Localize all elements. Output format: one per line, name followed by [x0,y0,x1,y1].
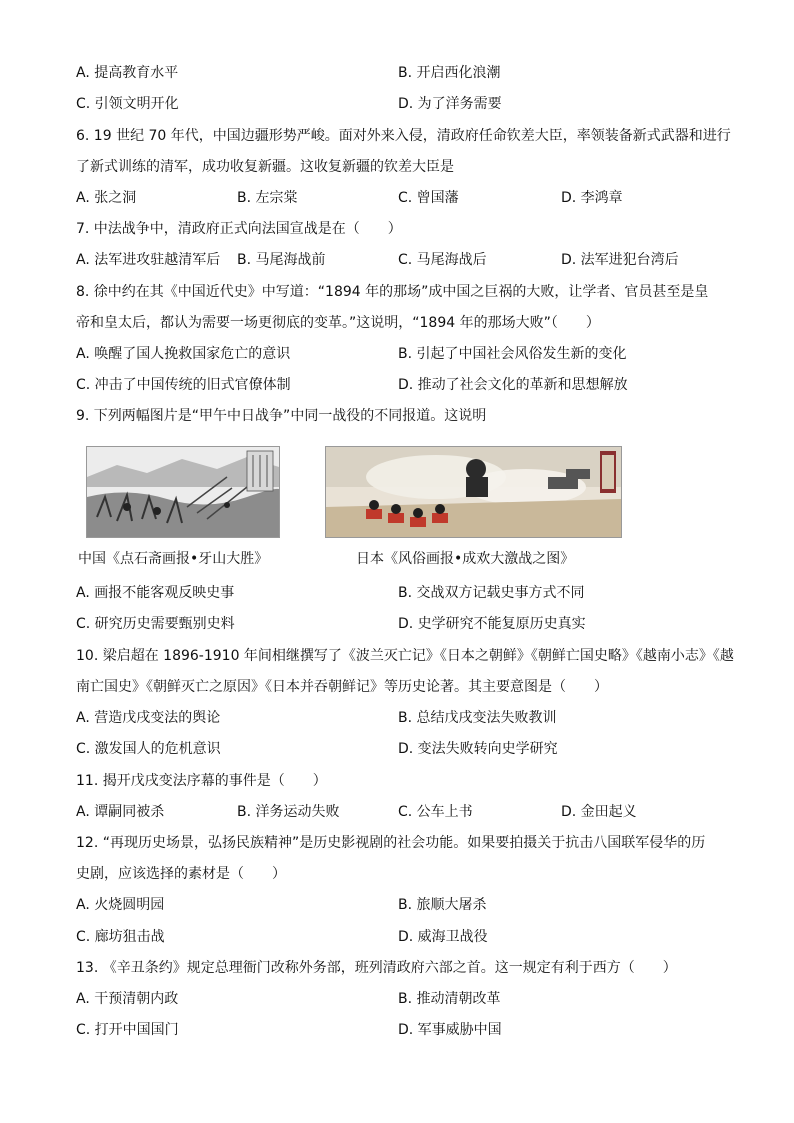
q8-stem-line1: 8. 徐中约在其《中国近代史》中写道：“1894 年的那场”成中国之巨祸的大败，让学者、官员甚至是皇 [76,284,709,300]
q8-option-c[interactable]: C. 冲击了中国传统的旧式官僚体制 [76,377,291,393]
q13-option-b[interactable]: B. 推动清朝改革 [398,991,501,1007]
q5-option-b[interactable]: B. 开启西化浪潮 [398,65,501,81]
q6-option-d[interactable]: D. 李鸿章 [561,190,623,206]
q13-option-a[interactable]: A. 干预清朝内政 [76,991,179,1007]
q6-option-a[interactable]: A. 张之洞 [76,190,137,206]
q8-stem-line2: 帝和皇太后，都认为需要一场更彻底的变革。”这说明，“1894 年的那场大败”（ ） [76,315,600,331]
q9-caption-right: 日本《风俗画报•成欢大激战之图》 [356,551,575,567]
q11-option-a[interactable]: A. 谭嗣同被杀 [76,804,165,820]
q13-option-d[interactable]: D. 军事威胁中国 [398,1022,502,1038]
q9-option-a[interactable]: A. 画报不能客观反映史事 [76,585,235,601]
q12-option-b[interactable]: B. 旅顺大屠杀 [398,897,487,913]
q5-option-a[interactable]: A. 提高教育水平 [76,65,179,81]
q13-stem: 13. 《辛丑条约》规定总理衙门改称外务部，班列清政府六部之首。这一规定有利于西方（ ） [76,960,677,976]
q7-option-d[interactable]: D. 法军进犯台湾后 [561,252,679,268]
q12-option-c[interactable]: C. 廊坊狙击战 [76,929,165,945]
q7-option-a[interactable]: A. 法军进攻驻越清军后 [76,252,221,268]
q6-option-b[interactable]: B. 左宗棠 [237,190,298,206]
q9-option-c[interactable]: C. 研究历史需要甄别史料 [76,616,235,632]
q6-option-c[interactable]: C. 曾国藩 [398,190,459,206]
q7-stem: 7. 中法战争中，清政府正式向法国宣战是在（ ） [76,221,402,237]
q10-option-c[interactable]: C. 激发国人的危机意识 [76,741,221,757]
q8-option-b[interactable]: B. 引起了中国社会风俗发生新的变化 [398,346,627,362]
q5-option-c[interactable]: C. 引领文明开化 [76,96,179,112]
q10-option-b[interactable]: B. 总结戊戌变法失败教训 [398,710,557,726]
q12-option-a[interactable]: A. 火烧圆明园 [76,897,165,913]
q8-option-a[interactable]: A. 唤醒了国人挽救国家危亡的意识 [76,346,291,362]
q11-option-c[interactable]: C. 公车上书 [398,804,473,820]
q9-option-d[interactable]: D. 史学研究不能复原历史真实 [398,616,586,632]
q7-option-b[interactable]: B. 马尾海战前 [237,252,326,268]
q6-stem-line1: 6. 19 世纪 70 年代，中国边疆形势严峻。面对外来入侵，清政府任命钦差大臣，率领装备新式武器和进行 [76,128,731,144]
q10-stem-line1: 10. 梁启超在 1896-1910 年间相继撰写了《波兰灭亡记》《日本之朝鲜》《朝鲜亡国史略》《越南小志》《越 [76,648,734,664]
q9-option-b[interactable]: B. 交战双方记载史事方式不同 [398,585,585,601]
q7-option-c[interactable]: C. 马尾海战后 [398,252,487,268]
q11-option-d[interactable]: D. 金田起义 [561,804,637,820]
q9-image-japan-pictorial [325,446,622,538]
q9-stem: 9. 下列两幅图片是“甲午中日战争”中同一战役的不同报道。这说明 [76,408,487,424]
q12-option-d[interactable]: D. 威海卫战役 [398,929,488,945]
q9-image-china-pictorial [86,446,280,538]
q8-option-d[interactable]: D. 推动了社会文化的革新和思想解放 [398,377,628,393]
q10-stem-line2: 南亡国史》《朝鲜灭亡之原因》《日本并吞朝鲜记》等历史论著。其主要意图是（ ） [76,679,608,695]
q11-option-b[interactable]: B. 洋务运动失败 [237,804,340,820]
q10-option-a[interactable]: A. 营造戊戌变法的舆论 [76,710,221,726]
q12-stem-line1: 12. “再现历史场景，弘扬民族精神”是历史影视剧的社会功能。如果要拍摄关于抗击八国联军侵华的历 [76,835,706,851]
q13-option-c[interactable]: C. 打开中国国门 [76,1022,179,1038]
q9-caption-left: 中国《点石斋画报•牙山大胜》 [78,551,269,567]
q5-option-d[interactable]: D. 为了洋务需要 [398,96,502,112]
q11-stem: 11. 揭开戊戌变法序幕的事件是（ ） [76,773,327,789]
q10-option-d[interactable]: D. 变法失败转向史学研究 [398,741,558,757]
q6-stem-line2: 了新式训练的清军，成功收复新疆。这收复新疆的钦差大臣是 [76,159,454,175]
q12-stem-line2: 史剧，应该选择的素材是（ ） [76,866,286,882]
